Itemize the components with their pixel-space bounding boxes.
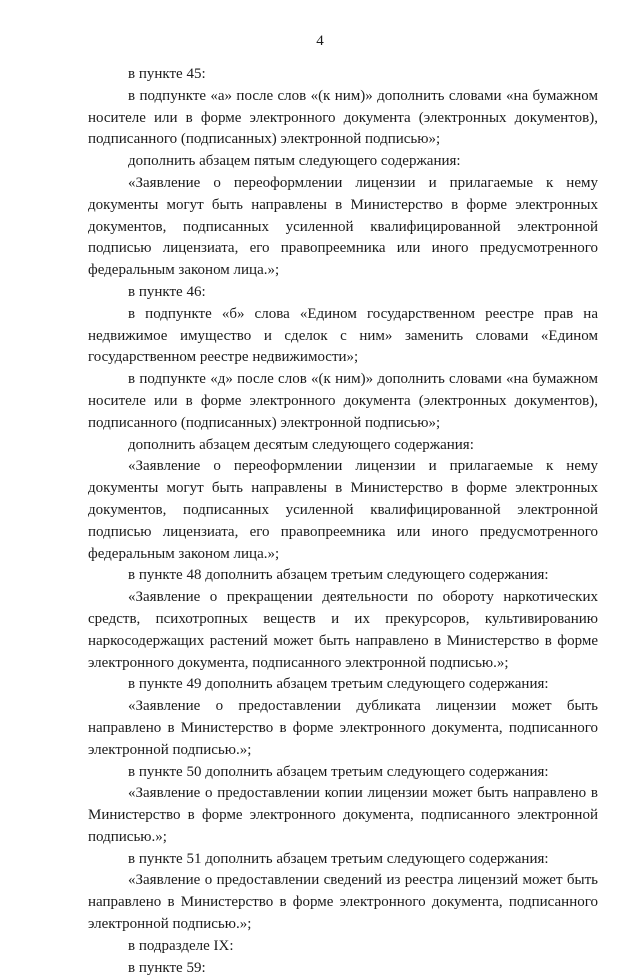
paragraph: в пункте 49 дополнить абзацем третьим следующего содержания: [128,676,549,693]
paragraph: в пункте 59: [128,959,206,976]
paragraph: «Заявление о предоставлении сведений из реестра лицензий может быть направлено в Министерство в форме электронного документа, подписанного электронной подписью.»; [88,872,598,933]
paragraph: «Заявление о переоформлении лицензии и прилагаемые к нему документы могут быть направлены в Министерство в форме электронных документов, подписанных усиленной квалифицированной электронной подписью лицензиата, его правопреемника или иного предусмотренного федеральным законом лица.»; [88,174,598,279]
paragraph: дополнить абзацем десятым следующего содержания: [128,436,474,453]
paragraph: «Заявление о предоставлении дубликата лицензии может быть направлено в Министерство в форме электронного документа, подписанного электронной подписью.»; [88,698,598,758]
paragraph: в подпункте «д» после слов «(к ним)» дополнить словами «на бумажном носителе или в форме электронного документа (электронных документов), подписанного (подписанных) электронной подписью»; [88,371,598,431]
paragraph: в пункте 51 дополнить абзацем третьим следующего содержания: [128,850,549,867]
document-body [88,64,598,979]
paragraph: «Заявление о предоставлении копии лицензии может быть направлено в Министерство в форме электронного документа, подписанного электронной подписью.»; [88,785,598,845]
paragraph: в подразделе IX: [128,937,234,954]
paragraph: в пункте 46: [128,283,206,300]
paragraph: в пункте 45: [128,66,206,82]
paragraph: в пункте 50 дополнить абзацем третьим следующего содержания: [128,763,549,780]
paragraph: в пункте 48 дополнить абзацем третьим следующего содержания: [128,567,549,584]
paragraph: дополнить абзацем пятым следующего содержания: [128,153,461,170]
paragraph: «Заявление о переоформлении лицензии и прилагаемые к нему документы могут быть направлены в Министерство в форме электронных документов, подписанных усиленной квалифицированной электронной подписью лицензиата, его правопреемника или иного предусмотренного федеральным законом лица.»; [88,458,598,562]
paragraph: в подпункте «а» после слов «(к ним)» дополнить словами «на бумажном носителе или в форме электронного документа (электронных документов), подписанного (подписанных) электронной подписью»; [88,87,598,148]
paragraph: «Заявление о прекращении деятельности по обороту наркотических средств, психотропных веществ и их прекурсоров, культивированию наркосодержащих растений может быть направлено в Министерство в форме электронного документа, подписанного электронной подписью.»; [88,589,598,671]
page-number: 4 [316,33,324,49]
paragraph: в подпункте «б» слова «Едином государственном реестре прав на недвижимое имущество и сделок с ним» заменить словами «Едином государственном реестре недвижимости»; [88,305,598,366]
